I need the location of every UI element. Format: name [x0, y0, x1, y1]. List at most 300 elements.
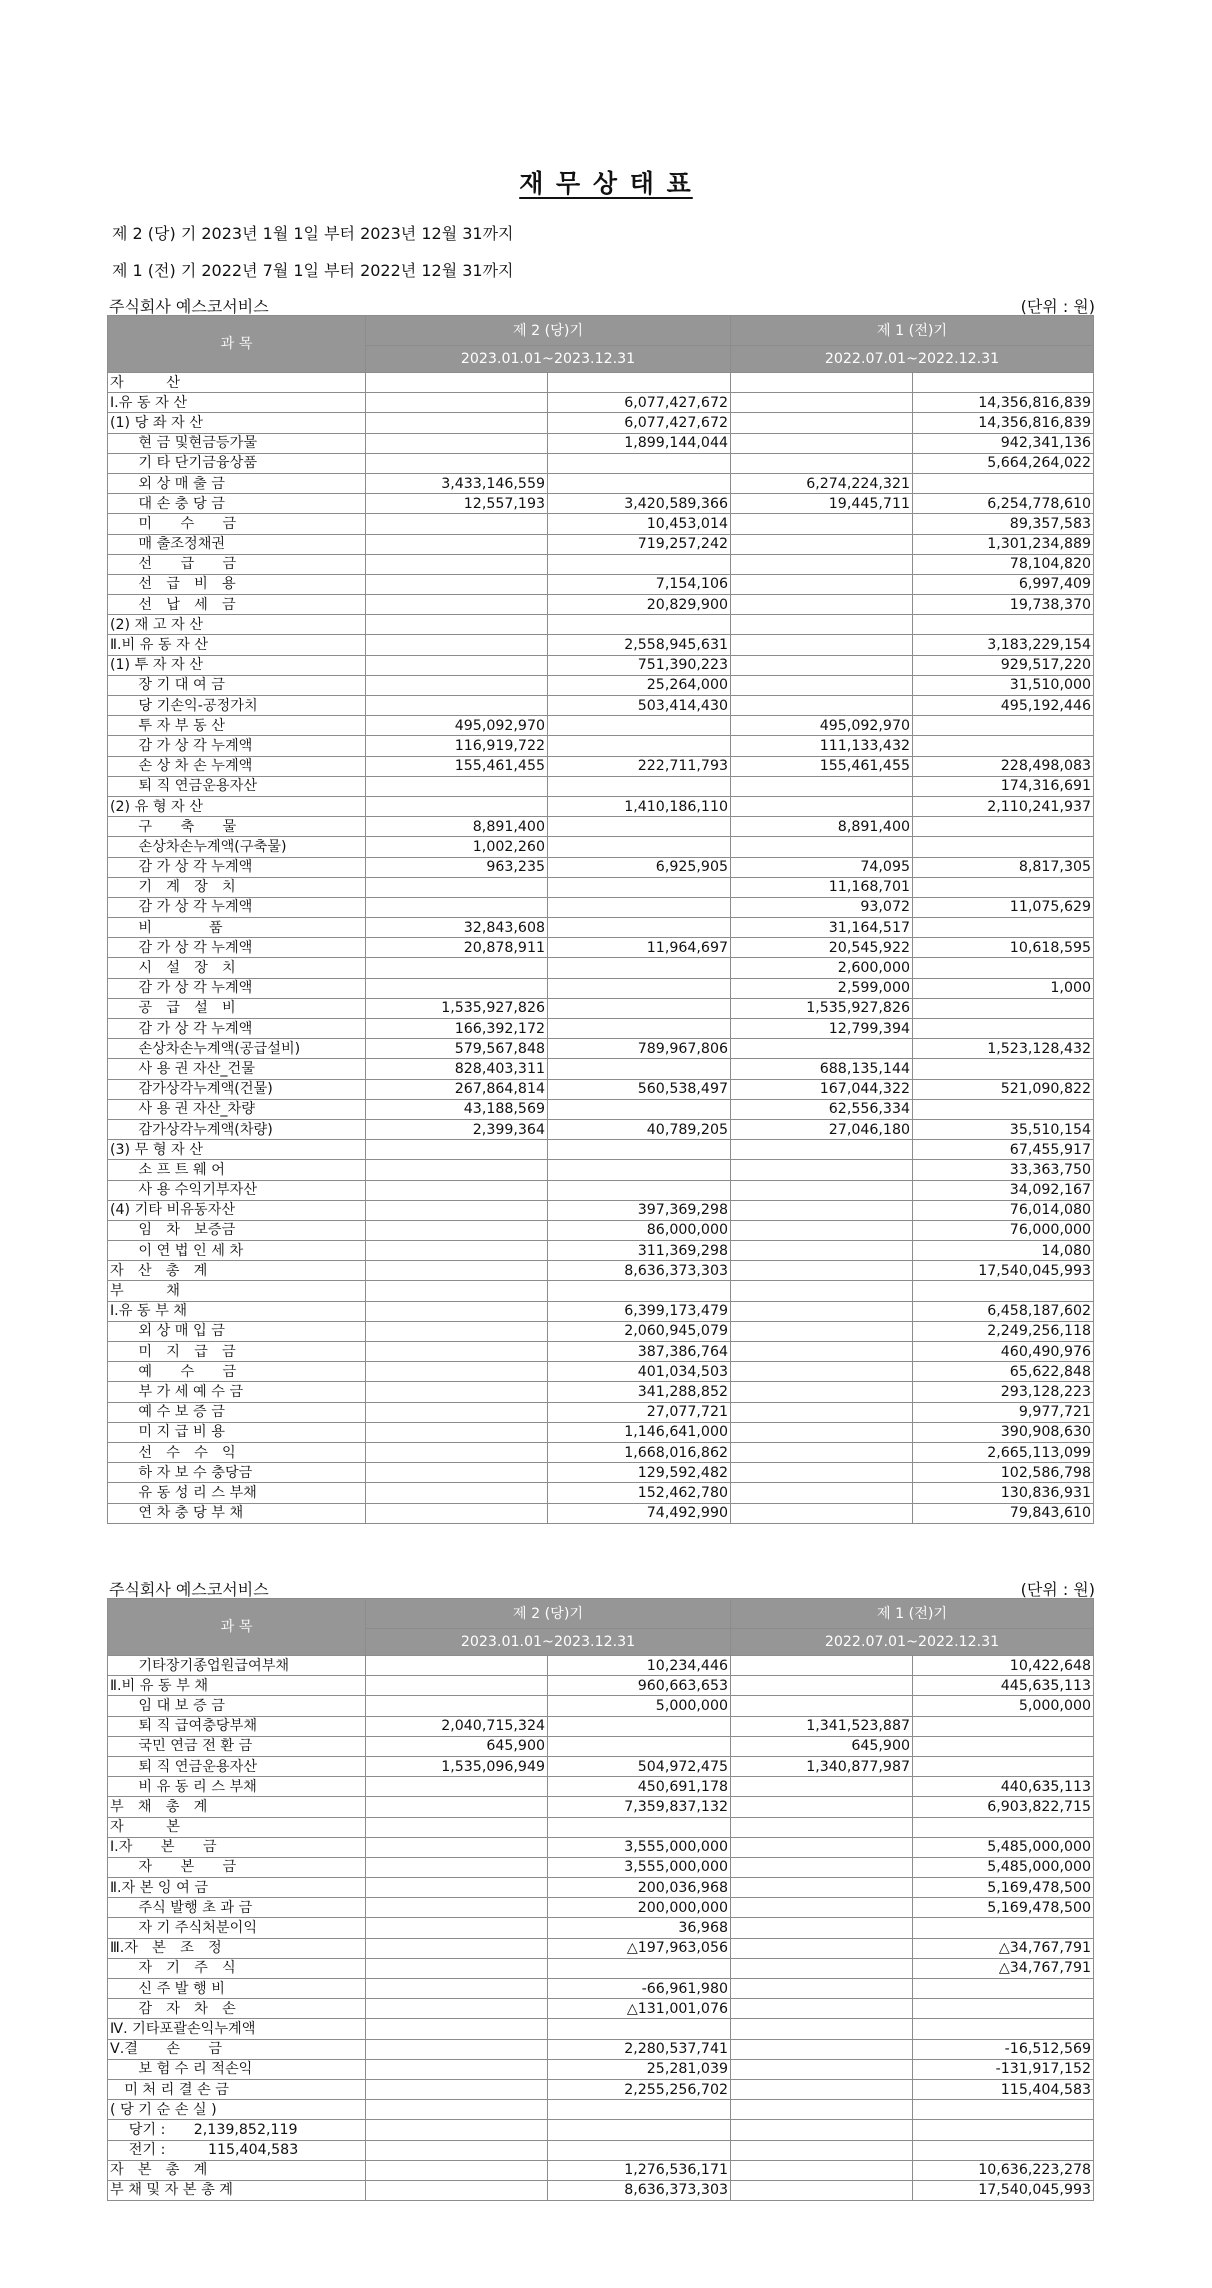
- table-row: [108, 716, 1094, 736]
- amount-cell: [913, 1099, 1094, 1119]
- amount-cell: [913, 473, 1094, 493]
- amount-cell: -131,917,152: [913, 2059, 1094, 2079]
- amount-cell: 11,168,701: [731, 877, 913, 897]
- column-header-current-range: 2023.01.01~2023.12.31: [366, 346, 731, 373]
- amount-cell: [366, 655, 548, 675]
- account-label: 장 기 대 여 금: [108, 675, 366, 695]
- account-label: 감가상각누계액(차량): [108, 1119, 366, 1139]
- account-label: Ⅲ.자 본 조 정: [108, 1938, 366, 1958]
- amount-cell: [366, 1220, 548, 1240]
- amount-cell: 6,254,778,610: [913, 494, 1094, 514]
- amount-cell: 2,665,113,099: [913, 1442, 1094, 1462]
- amount-cell: [731, 595, 913, 615]
- account-label: 선 급 금: [108, 554, 366, 574]
- amount-cell: 2,040,715,324: [366, 1716, 548, 1736]
- table-row: [108, 1160, 1094, 1180]
- amount-cell: [731, 2180, 913, 2200]
- amount-cell: [548, 1180, 731, 1200]
- amount-cell: [731, 1857, 913, 1877]
- table-row: [108, 2100, 1094, 2120]
- account-label: 손상차손누계액(공급설비): [108, 1039, 366, 1059]
- amount-cell: [366, 1979, 548, 1999]
- amount-cell: 174,316,691: [913, 776, 1094, 796]
- account-label: 부 채 총 계: [108, 1797, 366, 1817]
- amount-cell: 20,545,922: [731, 938, 913, 958]
- amount-cell: 36,968: [548, 1918, 731, 1938]
- account-label: 선 납 세 금: [108, 595, 366, 615]
- column-header-current-range-2: 2023.01.01~2023.12.31: [366, 1629, 731, 1656]
- account-label: (4) 기타 비유동자산: [108, 1200, 366, 1220]
- amount-cell: 31,164,517: [731, 918, 913, 938]
- amount-cell: [366, 1382, 548, 1402]
- account-label: 선 급 비 용: [108, 574, 366, 594]
- table-row: [108, 2019, 1094, 2039]
- amount-cell: 579,567,848: [366, 1039, 548, 1059]
- amount-cell: [548, 877, 731, 897]
- amount-cell: [548, 978, 731, 998]
- amount-cell: [366, 615, 548, 635]
- table-row: [108, 1301, 1094, 1321]
- table-row: [108, 837, 1094, 857]
- amount-cell: 645,900: [366, 1736, 548, 1756]
- amount-cell: △197,963,056: [548, 1938, 731, 1958]
- amount-cell: [366, 1281, 548, 1301]
- amount-cell: 20,878,911: [366, 938, 548, 958]
- amount-cell: 65,622,848: [913, 1362, 1094, 1382]
- amount-cell: [366, 2039, 548, 2059]
- amount-cell: 129,592,482: [548, 1463, 731, 1483]
- amount-cell: 10,234,446: [548, 1656, 731, 1676]
- amount-cell: [913, 2019, 1094, 2039]
- amount-cell: [366, 978, 548, 998]
- table-row: [108, 1999, 1094, 2019]
- amount-cell: 166,392,172: [366, 1019, 548, 1039]
- amount-cell: [913, 1999, 1094, 2019]
- amount-cell: [366, 675, 548, 695]
- account-label: 사 용 권 자산_차량: [108, 1099, 366, 1119]
- table-row: [108, 2059, 1094, 2079]
- amount-cell: [366, 776, 548, 796]
- amount-cell: [548, 615, 731, 635]
- account-label: 임 대 보 증 금: [108, 1696, 366, 1716]
- account-label: 예 수 금: [108, 1362, 366, 1382]
- period-prior: 제 1 (전) 기 2022년 7월 1일 부터 2022년 12월 31까지: [112, 261, 514, 280]
- amount-cell: [366, 1797, 548, 1817]
- amount-cell: 2,255,256,702: [548, 2079, 731, 2099]
- amount-cell: [366, 1362, 548, 1382]
- account-label: 감 가 상 각 누계액: [108, 938, 366, 958]
- amount-cell: [366, 1918, 548, 1938]
- amount-cell: [913, 2120, 1094, 2140]
- amount-cell: 10,422,648: [913, 1656, 1094, 1676]
- account-label: 신 주 발 행 비: [108, 1979, 366, 1999]
- amount-cell: [548, 2120, 731, 2140]
- amount-cell: [366, 1958, 548, 1978]
- account-label: 손 상 차 손 누계액: [108, 756, 366, 776]
- amount-cell: 521,090,822: [913, 1079, 1094, 1099]
- account-label: 자 본 금: [108, 1857, 366, 1877]
- amount-cell: 6,077,427,672: [548, 393, 731, 413]
- amount-cell: 34,092,167: [913, 1180, 1094, 1200]
- amount-cell: [548, 1140, 731, 1160]
- amount-cell: [731, 1241, 913, 1261]
- table-row: [108, 1938, 1094, 1958]
- amount-cell: [731, 2079, 913, 2099]
- account-label: 자 기 주 식: [108, 1958, 366, 1978]
- table-row: [108, 433, 1094, 453]
- amount-cell: [731, 2160, 913, 2180]
- amount-cell: [366, 1301, 548, 1321]
- account-label: (2) 유 형 자 산: [108, 796, 366, 816]
- table-row: [108, 1898, 1094, 1918]
- amount-cell: [731, 453, 913, 473]
- amount-cell: 2,280,537,741: [548, 2039, 731, 2059]
- amount-cell: [731, 1160, 913, 1180]
- account-label: 퇴 직 급여충당부채: [108, 1716, 366, 1736]
- amount-cell: [366, 1442, 548, 1462]
- amount-cell: [913, 998, 1094, 1018]
- amount-cell: 8,891,400: [366, 817, 548, 837]
- amount-cell: -16,512,569: [913, 2039, 1094, 2059]
- amount-cell: [913, 1736, 1094, 1756]
- amount-cell: 387,386,764: [548, 1342, 731, 1362]
- amount-cell: 1,301,234,889: [913, 534, 1094, 554]
- amount-cell: [366, 1676, 548, 1696]
- amount-cell: [548, 1817, 731, 1837]
- amount-cell: 27,077,721: [548, 1402, 731, 1422]
- amount-cell: 76,000,000: [913, 1220, 1094, 1240]
- amount-cell: 14,356,816,839: [913, 413, 1094, 433]
- amount-cell: 3,183,229,154: [913, 635, 1094, 655]
- amount-cell: [366, 373, 548, 393]
- amount-cell: [366, 1160, 548, 1180]
- amount-cell: [913, 837, 1094, 857]
- amount-cell: [731, 2100, 913, 2120]
- table-row: [108, 1979, 1094, 1999]
- account-label: 임 차 보증금: [108, 1220, 366, 1240]
- amount-cell: [366, 1898, 548, 1918]
- amount-cell: [913, 877, 1094, 897]
- amount-cell: 7,154,106: [548, 574, 731, 594]
- amount-cell: 76,014,080: [913, 1200, 1094, 1220]
- amount-cell: [731, 1999, 913, 2019]
- table-row: [108, 1857, 1094, 1877]
- amount-cell: 10,636,223,278: [913, 2160, 1094, 2180]
- amount-cell: [731, 1797, 913, 1817]
- amount-cell: [731, 1817, 913, 1837]
- amount-cell: 5,664,264,022: [913, 453, 1094, 473]
- account-label: 미 처 리 결 손 금: [108, 2079, 366, 2099]
- amount-cell: 6,399,173,479: [548, 1301, 731, 1321]
- amount-cell: [366, 958, 548, 978]
- amount-cell: 942,341,136: [913, 433, 1094, 453]
- amount-cell: -66,961,980: [548, 1979, 731, 1999]
- account-label: (1) 당 좌 자 산: [108, 413, 366, 433]
- amount-cell: [366, 696, 548, 716]
- account-label: 감가상각누계액(건물): [108, 1079, 366, 1099]
- amount-cell: [731, 1301, 913, 1321]
- amount-cell: [366, 796, 548, 816]
- account-label: 감 자 차 손: [108, 1999, 366, 2019]
- amount-cell: [731, 2059, 913, 2079]
- table-row: [108, 1676, 1094, 1696]
- account-label: 비 품: [108, 918, 366, 938]
- table-row: [108, 1817, 1094, 1837]
- account-label: Ⅴ.결 손 금: [108, 2039, 366, 2059]
- amount-cell: 8,636,373,303: [548, 2180, 731, 2200]
- amount-cell: [548, 554, 731, 574]
- account-label: Ⅰ.유 동 자 산: [108, 393, 366, 413]
- account-label: 비 유 동 리 스 부채: [108, 1777, 366, 1797]
- amount-cell: [913, 1817, 1094, 1837]
- amount-cell: [366, 1656, 548, 1676]
- amount-cell: [366, 2180, 548, 2200]
- account-label: 퇴 직 연금운용자산: [108, 776, 366, 796]
- amount-cell: [731, 655, 913, 675]
- table-row: [108, 1756, 1094, 1776]
- amount-cell: [913, 1918, 1094, 1938]
- table-row: [108, 1180, 1094, 1200]
- table-row: [108, 534, 1094, 554]
- amount-cell: [548, 1059, 731, 1079]
- amount-cell: 311,369,298: [548, 1241, 731, 1261]
- amount-cell: 460,490,976: [913, 1342, 1094, 1362]
- account-label: 자 산 총 계: [108, 1261, 366, 1281]
- amount-cell: 17,540,045,993: [913, 1261, 1094, 1281]
- table-row: [108, 1382, 1094, 1402]
- amount-cell: 8,891,400: [731, 817, 913, 837]
- amount-cell: [731, 635, 913, 655]
- amount-cell: [731, 373, 913, 393]
- account-label: 부 채 및 자 본 총 계: [108, 2180, 366, 2200]
- table-row: [108, 1736, 1094, 1756]
- amount-cell: [731, 1777, 913, 1797]
- amount-cell: 719,257,242: [548, 534, 731, 554]
- amount-cell: 1,146,641,000: [548, 1422, 731, 1442]
- account-label: (2) 재 고 자 산: [108, 615, 366, 635]
- account-label: (1) 투 자 자 산: [108, 655, 366, 675]
- amount-cell: 93,072: [731, 897, 913, 917]
- amount-cell: 74,095: [731, 857, 913, 877]
- amount-cell: [366, 534, 548, 554]
- amount-cell: [731, 1281, 913, 1301]
- amount-cell: [548, 1736, 731, 1756]
- amount-cell: [366, 514, 548, 534]
- account-label: 미 지 급 금: [108, 1342, 366, 1362]
- table-row: [108, 2160, 1094, 2180]
- table-header-line-1: [109, 294, 1095, 314]
- amount-cell: [731, 1878, 913, 1898]
- amount-cell: 504,972,475: [548, 1756, 731, 1776]
- amount-cell: [731, 1442, 913, 1462]
- amount-cell: [731, 1039, 913, 1059]
- amount-cell: [366, 554, 548, 574]
- amount-cell: 401,034,503: [548, 1362, 731, 1382]
- table-row: [108, 1918, 1094, 1938]
- amount-cell: [731, 1898, 913, 1918]
- table-row: [108, 1656, 1094, 1676]
- amount-cell: [366, 1321, 548, 1341]
- company-name: 주식회사 예스코서비스: [109, 297, 269, 316]
- table-row: [108, 1241, 1094, 1261]
- table-row: [108, 1039, 1094, 1059]
- amount-cell: 1,002,260: [366, 837, 548, 857]
- amount-cell: 86,000,000: [548, 1220, 731, 1240]
- amount-cell: [366, 2140, 548, 2160]
- amount-cell: 445,635,113: [913, 1676, 1094, 1696]
- amount-cell: [731, 1402, 913, 1422]
- amount-cell: [731, 1483, 913, 1503]
- table-row: [108, 1422, 1094, 1442]
- account-label: 이 연 법 인 세 차: [108, 1241, 366, 1261]
- table-row: [108, 938, 1094, 958]
- amount-cell: [731, 534, 913, 554]
- amount-cell: [731, 2140, 913, 2160]
- amount-cell: [731, 1918, 913, 1938]
- column-header-current: 제 2 (당)기: [366, 316, 731, 346]
- amount-cell: 495,092,970: [366, 716, 548, 736]
- amount-cell: [731, 675, 913, 695]
- amount-cell: [731, 2019, 913, 2039]
- table-row: [108, 514, 1094, 534]
- amount-cell: 5,169,478,500: [913, 1898, 1094, 1918]
- amount-cell: [548, 897, 731, 917]
- account-label: Ⅰ.자 본 금: [108, 1837, 366, 1857]
- amount-cell: 960,663,653: [548, 1676, 731, 1696]
- account-label: 현 금 및현금등가물: [108, 433, 366, 453]
- table-row: [108, 736, 1094, 756]
- column-header-prior-2: 제 1 (전)기: [731, 1599, 1094, 1629]
- amount-cell: [731, 1422, 913, 1442]
- amount-cell: [548, 1019, 731, 1039]
- table-row: [108, 2039, 1094, 2059]
- amount-cell: 62,556,334: [731, 1099, 913, 1119]
- amount-cell: [366, 1200, 548, 1220]
- table-row: [108, 1878, 1094, 1898]
- amount-cell: [731, 1321, 913, 1341]
- amount-cell: [366, 1696, 548, 1716]
- amount-cell: [913, 1059, 1094, 1079]
- amount-cell: 155,461,455: [366, 756, 548, 776]
- amount-cell: 789,967,806: [548, 1039, 731, 1059]
- amount-cell: [366, 2160, 548, 2180]
- amount-cell: [366, 1422, 548, 1442]
- amount-cell: 5,169,478,500: [913, 1878, 1094, 1898]
- amount-cell: 79,843,610: [913, 1503, 1094, 1523]
- amount-cell: 228,498,083: [913, 756, 1094, 776]
- amount-cell: 397,369,298: [548, 1200, 731, 1220]
- table-row: [108, 958, 1094, 978]
- amount-cell: 89,357,583: [913, 514, 1094, 534]
- table-row: [108, 2120, 1094, 2140]
- amount-cell: 200,000,000: [548, 1898, 731, 1918]
- amount-cell: 2,558,945,631: [548, 635, 731, 655]
- table-row: [108, 373, 1094, 393]
- table-row: [108, 1099, 1094, 1119]
- amount-cell: 3,420,589,366: [548, 494, 731, 514]
- amount-cell: 152,462,780: [548, 1483, 731, 1503]
- amount-cell: 495,192,446: [913, 696, 1094, 716]
- account-label: 감 가 상 각 누계액: [108, 897, 366, 917]
- table-row: [108, 1019, 1094, 1039]
- amount-cell: [366, 2059, 548, 2079]
- account-label: Ⅱ.비 유 동 부 채: [108, 1676, 366, 1696]
- column-header-item-2: 과 목: [108, 1599, 366, 1656]
- amount-cell: [366, 1938, 548, 1958]
- amount-cell: [731, 2039, 913, 2059]
- amount-cell: [731, 574, 913, 594]
- account-label: 기 계 장 치: [108, 877, 366, 897]
- amount-cell: [913, 2140, 1094, 2160]
- amount-cell: [366, 635, 548, 655]
- amount-cell: [913, 1979, 1094, 1999]
- amount-cell: [548, 817, 731, 837]
- amount-cell: [731, 1362, 913, 1382]
- table-row: [108, 655, 1094, 675]
- amount-cell: △131,001,076: [548, 1999, 731, 2019]
- amount-cell: 116,919,722: [366, 736, 548, 756]
- amount-cell: 645,900: [731, 1736, 913, 1756]
- table-row: [108, 1079, 1094, 1099]
- amount-cell: 1,276,536,171: [548, 2160, 731, 2180]
- account-label: Ⅳ. 기타포괄손익누계액: [108, 2019, 366, 2039]
- amount-cell: [366, 574, 548, 594]
- unit-label: (단위 : 원): [1020, 297, 1095, 316]
- amount-cell: [548, 918, 731, 938]
- account-label: 감 가 상 각 누계액: [108, 978, 366, 998]
- table-row: [108, 1321, 1094, 1341]
- table-row: [108, 595, 1094, 615]
- amount-cell: 6,077,427,672: [548, 413, 731, 433]
- table-row: [108, 1140, 1094, 1160]
- account-label: 손상차손누계액(구축물): [108, 837, 366, 857]
- table-row: [108, 473, 1094, 493]
- amount-cell: [913, 736, 1094, 756]
- amount-cell: [548, 453, 731, 473]
- account-label: 자 산: [108, 373, 366, 393]
- account-label: 매 출조정채권: [108, 534, 366, 554]
- amount-cell: 200,036,968: [548, 1878, 731, 1898]
- amount-cell: 35,510,154: [913, 1119, 1094, 1139]
- account-label: 사 용 수익기부자산: [108, 1180, 366, 1200]
- amount-cell: [548, 998, 731, 1018]
- amount-cell: [731, 393, 913, 413]
- table-row: [108, 1797, 1094, 1817]
- amount-cell: [366, 1241, 548, 1261]
- amount-cell: [731, 2120, 913, 2140]
- amount-cell: [731, 1503, 913, 1523]
- table-row: [108, 1362, 1094, 1382]
- amount-cell: 7,359,837,132: [548, 1797, 731, 1817]
- table-row: [108, 817, 1094, 837]
- column-header-prior-range-2: 2022.07.01~2022.12.31: [731, 1629, 1094, 1656]
- account-label: Ⅰ.유 동 부 채: [108, 1301, 366, 1321]
- amount-cell: 33,363,750: [913, 1160, 1094, 1180]
- amount-cell: 10,453,014: [548, 514, 731, 534]
- account-label: ( 당 기 순 손 실 ): [108, 2100, 366, 2120]
- amount-cell: [731, 1342, 913, 1362]
- table-row: [108, 1503, 1094, 1523]
- account-label: 투 자 부 동 산: [108, 716, 366, 736]
- amount-cell: 67,455,917: [913, 1140, 1094, 1160]
- amount-cell: [731, 1261, 913, 1281]
- amount-cell: [366, 595, 548, 615]
- account-label: 자 본 총 계: [108, 2160, 366, 2180]
- table-row: [108, 554, 1094, 574]
- balance-sheet-table-2: [107, 1598, 1094, 2201]
- amount-cell: [548, 2140, 731, 2160]
- account-label: 외 상 매 입 금: [108, 1321, 366, 1341]
